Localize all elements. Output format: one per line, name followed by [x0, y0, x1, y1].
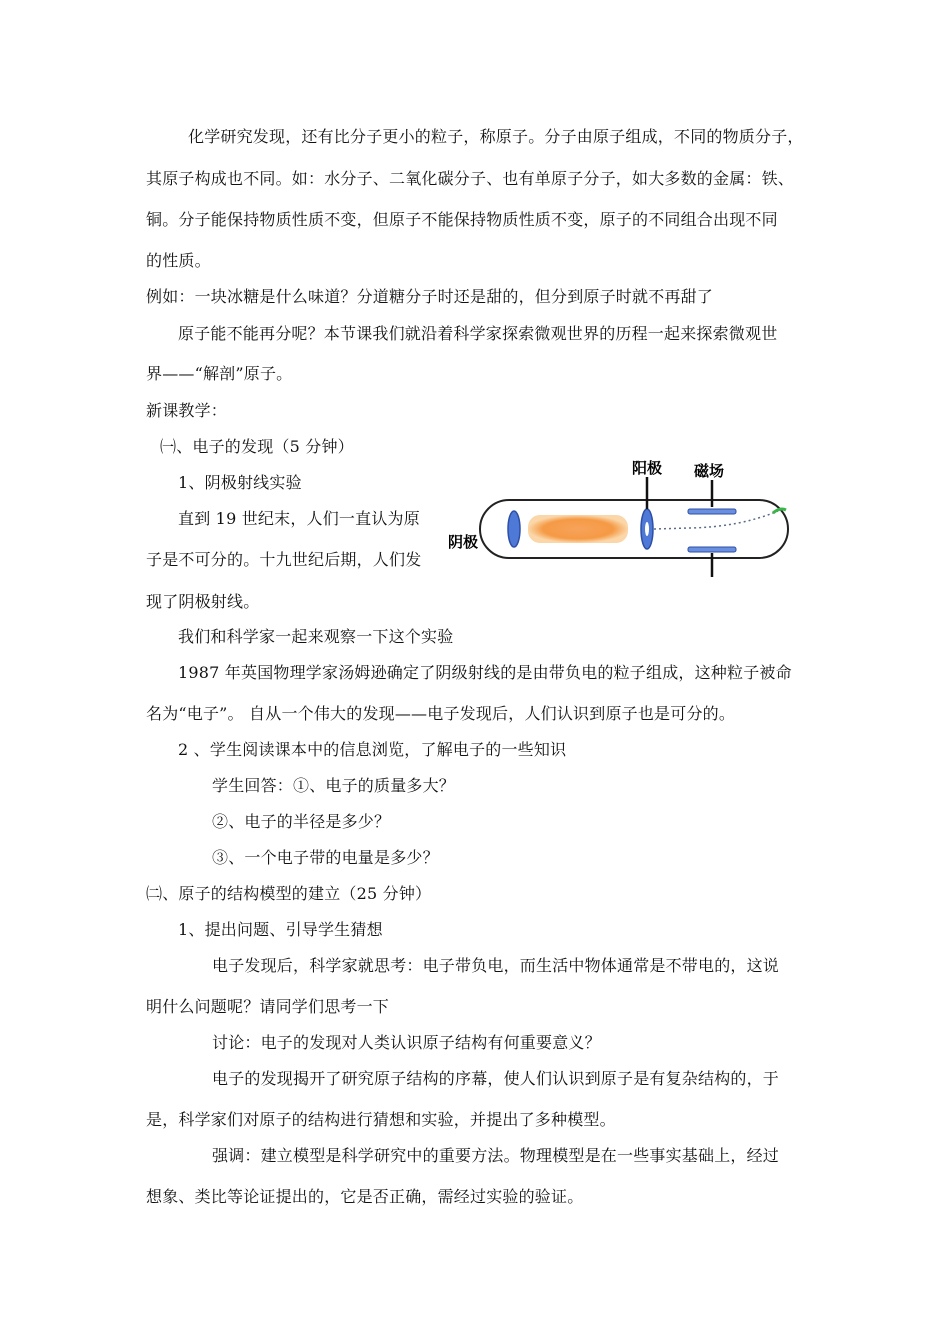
paragraph-line: 学生回答：①、电子的质量多大？: [212, 776, 456, 795]
paragraph-line: 电子的发现揭开了研究原子结构的序幕，使人们认识到原子是有复杂结构的，于: [212, 1069, 780, 1088]
paragraph-line: 现了阴极射线。: [146, 592, 260, 611]
paragraph-line: 界——“解剖”原子。: [146, 364, 293, 383]
cathode-glow: [528, 515, 628, 543]
paragraph-line: 讨论：电子的发现对人类认识原子结构有何重要意义？: [212, 1033, 601, 1052]
subsection-heading: 2 、学生阅读课本中的信息浏览，了解电子的一些知识: [178, 740, 567, 759]
paragraph-line: ③、一个电子带的电量是多少？: [212, 848, 439, 867]
paragraph-line: 1987 年英国物理学家汤姆逊确定了阴级射线的是由带负电的粒子组成，这种粒子被命: [178, 663, 792, 682]
paragraph-line: 强调：建立模型是科学研究中的重要方法。物理模型是在一些事实基础上，经过: [212, 1146, 780, 1165]
paragraph-line: 的性质。: [146, 251, 211, 270]
anode-label: 阳极: [632, 459, 663, 477]
cathode-electrode: [508, 511, 520, 547]
paragraph-line: ②、电子的半径是多少？: [212, 812, 391, 831]
section-heading: 新课教学：: [146, 401, 228, 420]
paragraph-line: 例如：一块冰糖是什么味道？分道糖分子时还是甜的，但分到原子时就不再甜了: [146, 287, 714, 306]
paragraph-line: 名为“电子”。 自从一个伟大的发现——电子发现后，人们认识到原子也是可分的。: [146, 704, 736, 723]
subsection-heading: 1、提出问题、引导学生猜想: [178, 920, 383, 939]
paragraph-line: 其原子构成也不同。如：水分子、二氧化碳分子、也有单原子分子，如大多数的金属：铁、: [146, 169, 795, 188]
paragraph-line: 想象、类比等论证提出的，它是否正确，需经过实验的验证。: [146, 1187, 584, 1206]
section-heading: ㈠、电子的发现（5 分钟）: [160, 437, 354, 456]
magnetic-field-label: 磁场: [694, 462, 725, 480]
cathode-ray-tube-figure: [440, 455, 800, 590]
paragraph-line: 子是不可分的。十九世纪后期，人们发: [146, 550, 422, 569]
paragraph-line: 铜。分子能保持物质性质不变，但原子不能保持物质性质不变，原子的不同组合出现不同: [146, 210, 778, 229]
subsection-heading: 1、阴极射线实验: [178, 473, 302, 492]
tube-outline: [480, 500, 788, 558]
paragraph-line: 明什么问题呢？请同学们思考一下: [146, 997, 390, 1016]
paragraph-line: 电子发现后，科学家就思考：电子带负电，而生活中物体通常是不带电的，这说: [212, 956, 780, 975]
paragraph-line: 我们和科学家一起来观察一下这个实验: [178, 627, 454, 646]
section-heading: ㈡、原子的结构模型的建立（25 分钟）: [146, 884, 432, 903]
paragraph-line: 原子能不能再分呢？本节课我们就沿着科学家探索微观世界的历程一起来探索微观世: [178, 324, 778, 343]
cathode-label: 阴极: [448, 533, 479, 551]
cathode-ray-tube-diagram: [440, 455, 800, 590]
magnet-plate-top: [688, 509, 736, 514]
magnet-plate-bottom: [688, 547, 736, 552]
paragraph-line: 是，科学家们对原子的结构进行猜想和实验，并提出了多种模型。: [146, 1110, 616, 1129]
paragraph-line: 化学研究发现，还有比分子更小的粒子，称原子。分子由原子组成，不同的物质分子，: [188, 127, 804, 146]
paragraph-line: 直到 19 世纪末，人们一直认为原: [178, 509, 420, 528]
